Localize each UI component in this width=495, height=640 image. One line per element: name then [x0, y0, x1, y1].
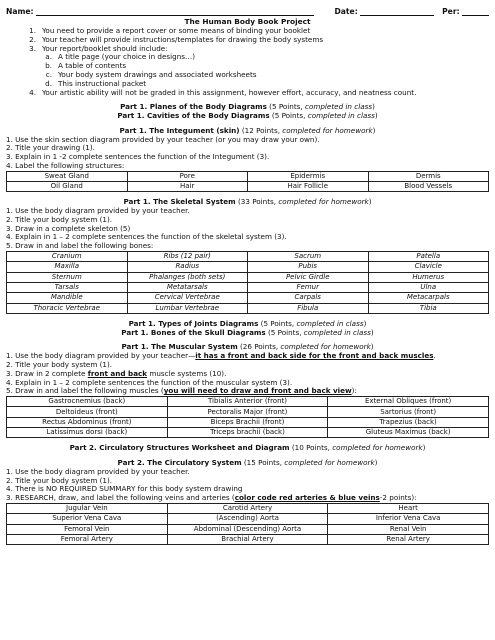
table-row [7, 293, 489, 303]
table-cell: Patella [368, 252, 489, 262]
table-cell: Superior Vena Cava [7, 514, 168, 524]
integument-step: 2. Title your drawing (1). [6, 143, 95, 153]
muscular-heading: Part 1. The Muscular System (26 Points, completed for homework) [121, 342, 374, 352]
table-cell: Epidermis [248, 171, 369, 181]
table-cell: Femoral Vein [7, 524, 168, 534]
table-cell: Trapezius (back) [328, 417, 489, 427]
period-blank[interactable] [462, 7, 489, 16]
list-subitem: c. Your body system drawings and associated worksheets [45, 69, 257, 79]
name-label: Name: [6, 6, 34, 16]
table-cell: (Ascending) Aorta [167, 514, 328, 524]
table-cell: Pectoralis Major (front) [167, 407, 328, 417]
table-row [7, 407, 489, 417]
table-cell: Ribs (12 pair) [127, 252, 248, 262]
circulatory-step: 2. Title your body system (1). [6, 475, 113, 485]
table-cell: Latissimus dorsi (back) [7, 427, 168, 437]
table-row [7, 503, 489, 513]
list-subitem: b. A table of contents [45, 61, 127, 71]
table-cell: Jugular Vein [7, 503, 168, 513]
table-cell: Pore [127, 171, 248, 181]
table-cell: Thoracic Vertebrae [7, 303, 128, 313]
list-item: 2. Your teacher will provide instructions/templates for drawing the body systems [29, 34, 324, 44]
table-row [7, 282, 489, 292]
table-cell: Mandible [7, 293, 128, 303]
table-cell: Heart [328, 503, 489, 513]
skeletal-step: 2. Title your body system (1). [6, 214, 113, 224]
table-cell: Radius [127, 262, 248, 272]
muscular-step: 3. Draw in 2 complete front and back muscle systems (10). [6, 368, 227, 378]
table-cell: Clavicle [368, 262, 489, 272]
table-row [7, 272, 489, 282]
table-row [7, 417, 489, 427]
table-cell: Biceps Brachii (front) [167, 417, 328, 427]
table-cell: Femur [248, 282, 369, 292]
vessels-table [6, 503, 489, 545]
table-cell: Humerus [368, 272, 489, 282]
intro-list [6, 27, 489, 97]
page-title: The Human Body Book Project [184, 17, 311, 26]
table-row [7, 171, 489, 181]
document-page [6, 4, 489, 545]
table-cell: Deltoideus (front) [7, 407, 168, 417]
table-cell: Metatarsals [127, 282, 248, 292]
table-cell: Lumbar Vertebrae [127, 303, 248, 313]
skeletal-heading: Part 1. The Skeletal System (33 Points, completed for homework) [123, 197, 372, 207]
circulatory-step: 4. There is NO REQUIRED SUMMARY for this body system drawing [6, 484, 243, 494]
table-cell: Gluteus Maximus (back) [328, 427, 489, 437]
table-cell: Renal Artery [328, 534, 489, 544]
integument-step: 1. Use the skin section diagram provided by your teacher (or you may draw your own). [6, 134, 320, 144]
table-cell: Femoral Artery [7, 534, 168, 544]
circulatory-step: 1. Use the body diagram provided by your teacher. [6, 466, 190, 476]
table-cell: Phalanges (both sets) [127, 272, 248, 282]
name-blank[interactable] [36, 7, 315, 16]
table-cell: Sweat Gland [7, 171, 128, 181]
circulatory-heading: Part 2. The Circulatory System (15 Points, completed for homework) [117, 458, 378, 468]
muscles-table [6, 396, 489, 438]
integument-heading: Part 1. The Integument (skin) (12 Points, completed for homework) [119, 125, 376, 135]
table-cell: External Obliques (front) [328, 397, 489, 407]
table-cell: Carpals [248, 293, 369, 303]
table-row [7, 514, 489, 524]
table-cell: Rectus Abdominus (front) [7, 417, 168, 427]
muscular-step: 2. Title your body system (1). [6, 359, 113, 369]
integument-step: 4. Label the following structures: [6, 160, 125, 170]
table-cell: Sternum [7, 272, 128, 282]
table-row [7, 397, 489, 407]
table-cell: Cranium [7, 252, 128, 262]
list-subitem: a. A title page (your choice in designs…) [45, 52, 196, 62]
muscular-step: 4. Explain in 1 – 2 complete sentences the function of the muscular system (3). [6, 377, 293, 387]
list-subitem: d. This instructional packet [45, 78, 147, 88]
list-item: 4. Your artistic ability will not be graded in this assignment, however effort, accuracy, and neatness count. [29, 87, 417, 97]
table-cell: Oil Gland [7, 182, 128, 192]
cavities-heading: Part 1. Cavities of the Body Diagrams (5 Points, completed in class) [117, 111, 378, 121]
list-item: 3. Your report/booklet should include: [29, 43, 168, 53]
table-row [7, 534, 489, 544]
table-cell: Triceps brachii (back) [167, 427, 328, 437]
bones-table [6, 251, 489, 314]
table-cell: Pelvic Girdle [248, 272, 369, 282]
table-cell: Hair Follicle [248, 182, 369, 192]
table-cell: Gastrocnemius (back) [7, 397, 168, 407]
table-row [7, 427, 489, 437]
skeletal-step: 5. Draw in and label the following bones: [6, 241, 154, 251]
integument-step: 3. Explain in 1 -2 complete sentences the function of the Integument (3). [6, 152, 270, 162]
table-cell: Metacarpals [368, 293, 489, 303]
skeletal-step: 1. Use the body diagram provided by your teacher. [6, 206, 190, 216]
table-row [7, 524, 489, 534]
table-cell: Ulna [368, 282, 489, 292]
muscular-step: 5. Draw in and label the following muscles (you will need to draw and front and back view): [6, 386, 357, 396]
table-row [7, 182, 489, 192]
skull-heading: Part 1. Bones of the Skull Diagrams (5 Points, completed in class) [121, 327, 374, 337]
table-row [7, 252, 489, 262]
planes-heading: Part 1. Planes of the Body Diagrams (5 Points, completed in class) [120, 102, 375, 112]
table-row [7, 303, 489, 313]
list-item: 1. You need to provide a report cover or some means of binding your booklet [29, 26, 311, 36]
table-cell: Cervical Vertebrae [127, 293, 248, 303]
table-cell: Dermis [368, 171, 489, 181]
period-label: Per: [442, 6, 460, 16]
circulatory-worksheet-heading: Part 2. Circulatory Structures Worksheet and Diagram (10 Points, completed for homework) [69, 443, 426, 453]
student-header [6, 4, 489, 16]
table-cell: Abdominal (Descending) Aorta [167, 524, 328, 534]
table-cell: Carotid Artery [167, 503, 328, 513]
table-row [7, 262, 489, 272]
table-cell: Blood Vessels [368, 182, 489, 192]
skeletal-step: 3. Draw in a complete skeleton (5) [6, 223, 131, 233]
table-cell: Tarsals [7, 282, 128, 292]
date-label: Date: [334, 6, 358, 16]
table-cell: Sartorius (front) [328, 407, 489, 417]
table-cell: Tibialis Anterior (front) [167, 397, 328, 407]
table-cell: Inferior Vena Cava [328, 514, 489, 524]
circulatory-step: 3. RESEARCH, draw, and label the following veins and arteries (color code red arteries & blue veins-2 points): [6, 493, 417, 503]
muscular-step: 1. Use the body diagram provided by your teacher—it has a front and back side for the front and back muscles. [6, 351, 436, 361]
table-cell: Renal Vein [328, 524, 489, 534]
table-cell: Hair [127, 182, 248, 192]
skin-structures-table [6, 171, 489, 193]
table-cell: Tibia [368, 303, 489, 313]
table-cell: Brachial Artery [167, 534, 328, 544]
joints-heading: Part 1. Types of Joints Diagrams (5 Points, completed in class) [128, 318, 367, 328]
table-cell: Fibula [248, 303, 369, 313]
table-cell: Maxilla [7, 262, 128, 272]
table-cell: Sacrum [248, 252, 369, 262]
table-cell: Pubis [248, 262, 369, 272]
skeletal-step: 4. Explain in 1 – 2 complete sentences the function of the skeletal system (3). [6, 232, 287, 242]
date-blank[interactable] [360, 7, 434, 16]
